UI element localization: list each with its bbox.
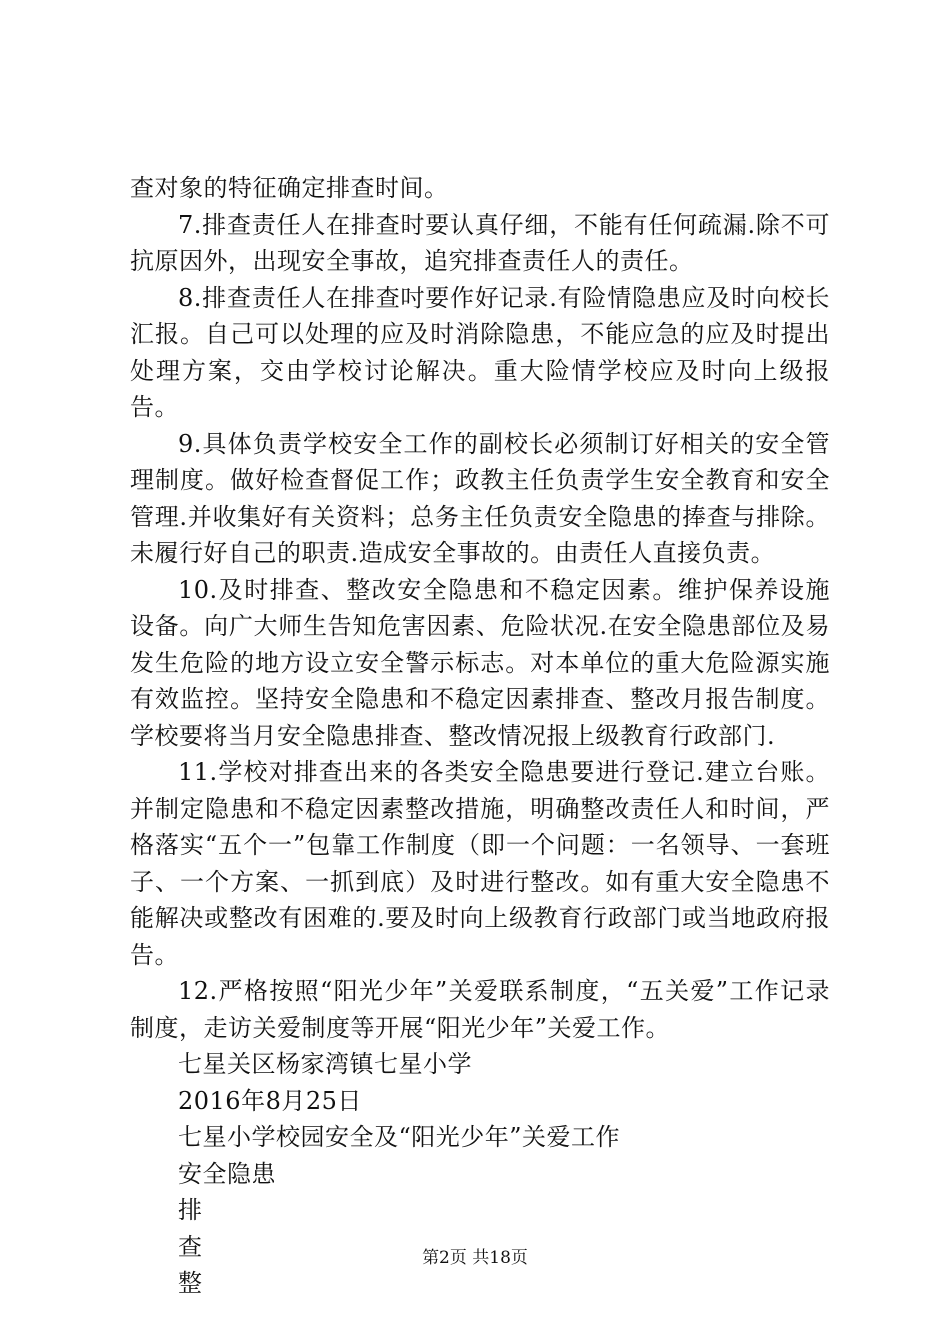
paragraph-item-11: 11.学校对排查出来的各类安全隐患要进行登记.建立台账。并制定隐患和不稳定因素整改措施，明确整改责任人和时间，严格落实“五个一”包靠工作制度（即一个问题：一名领导、一套班子、一个方案、一抓到底）及时进行整改。如有重大安全隐患不能解决或整改有困难的.要及时向上级教育行政部门或当地政府报告。 (130, 758, 830, 969)
vertical-char-3: 整 (178, 1269, 203, 1297)
paragraph-item-9: 9.具体负责学校安全工作的副校长必须制订好相关的安全管理制度。做好检查督促工作；政教主任负责学生安全教育和安全管理.并收集好有关资料；总务主任负责安全隐患的捧查与排除。未履行好自己的职责.造成安全事故的。由责任人直接负责。 (130, 429, 830, 567)
next-title: 七星小学校园安全及“阳光少年”关爱工作 (178, 1123, 621, 1151)
vertical-char-2: 查 (178, 1232, 203, 1261)
page-footer: 第2页 共18页 (422, 1248, 528, 1268)
signature-school: 七星关区杨家湾镇七星小学 (178, 1050, 472, 1078)
signature-date: 2016年8月25日 (178, 1086, 362, 1115)
paragraph-item-8: 8.排查责任人在排查吋要作好记录.有险情隐患应及时向校长汇报。自己可以处理的应及时消除隐患，不能应急的应及时提出处理方案，交由学校讨论解决。重大险情学校应及时向上级报告。 (130, 283, 830, 421)
paragraph-item-10: 10.及时排查、整改安全隐患和不稳定因素。维护保养设施设备。向广大师生告知危害因素、危险状况.在安全隐患部位及易发生危险的地方设立安全警示标志。对本单位的重大危险源实施有效监控。坚持安全隐患和不稳定因素排查、整改月报告制度。学校要将当月安全隐患排查、整改情况报上级教育行政部门. (130, 575, 830, 750)
next-subtitle: 安全隐患 (178, 1159, 276, 1188)
vertical-char-1: 排 (178, 1196, 203, 1224)
document-body (130, 170, 830, 1302)
paragraph-item-7: 7.排查责任人在排查时要认真仔细，不能有任何疏漏.除不可抗原因外，出现安全事故，追究排查责任人的责任。 (130, 210, 830, 275)
paragraph-item-12: 12.严格按照“阳光少年”关爱联系制度，“五关爱”工作记录制度，走访关爱制度等开展“阳光少年”关爱工作。 (130, 977, 830, 1042)
paragraph-continuation: 查对象的特征确定排查时间。 (130, 174, 449, 202)
